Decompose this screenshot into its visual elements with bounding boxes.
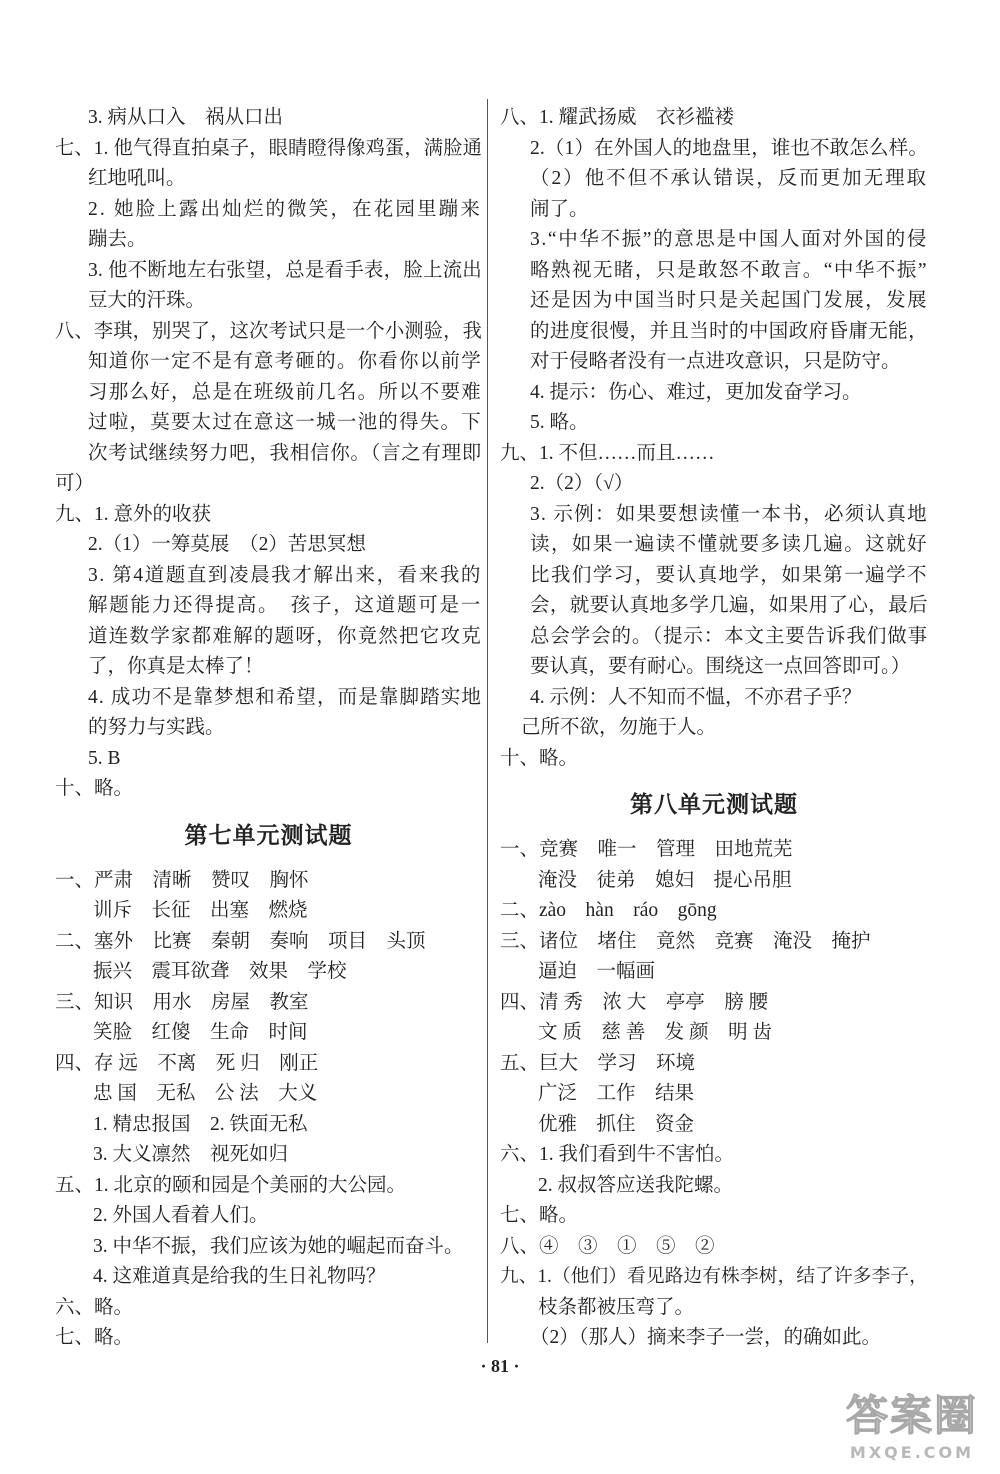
answer-line: 3. 示例：如果要想读懂一本书，必须认真地 — [530, 503, 928, 525]
answer-line: 2.（2）（√） — [530, 473, 634, 494]
answer-line: 的努力与实践。 — [88, 717, 225, 738]
answer-line: 略熟视无睹，只是敢怒不敢言。“中华不振” — [530, 259, 928, 281]
answer-line: 了，你真是太棒了！ — [88, 656, 264, 677]
answer-line: 红地吼叫。 — [88, 168, 186, 189]
answer-line: 道连数学家都难解的题呀，你竟然把它攻克 — [88, 625, 482, 647]
answer-line: 四、存 远 不离 死 归 刚正 — [55, 1052, 319, 1074]
answer-line: 九、1. 不但……而且…… — [500, 442, 715, 464]
answer-line: 4. 示例：人不知而不愠，不亦君子乎？ — [530, 686, 862, 708]
answer-line: 优雅 抓住 资金 — [538, 1113, 695, 1135]
answer-line: 2. 她脸上露出灿烂的微笑，在花园里蹦来 — [88, 198, 482, 220]
unit7-title: 第七单元测试题 — [184, 822, 353, 848]
answer-line: 训斥 长征 出塞 燃烧 — [93, 900, 308, 921]
column-divider — [487, 99, 488, 1343]
answer-line: 二、zào hàn ráo gōng — [500, 900, 717, 921]
answer-line: 十、略。 — [500, 747, 579, 769]
answer-line: 七、略。 — [55, 1327, 134, 1348]
watermark-logo-text: 答案圈 — [845, 1391, 978, 1440]
answer-line: 五、1. 北京的颐和园是个美丽的大公园。 — [55, 1174, 407, 1196]
answer-line: 会，就要认真地多学几遍，如果用了心，最后 — [530, 595, 928, 616]
answer-line: 枝条都被压弯了。 — [538, 1296, 695, 1318]
answer-line: 豆大的汗珠。 — [88, 290, 206, 311]
answer-line: 九、1.（他们）看见路边有株李树，结了许多李子， — [500, 1266, 928, 1287]
answer-line: 逼迫 一幅画 — [538, 961, 656, 982]
answer-line: 解题能力还得提高。 孩子，这道题可是一 — [88, 595, 482, 616]
answer-line: 三、诸位 堵住 竟然 竞赛 淹没 掩护 — [500, 930, 871, 952]
answer-line: 六、1. 我们看到牛不害怕。 — [500, 1144, 735, 1165]
answer-line: 知道你一定不是有意考砸的。你看你以前学 — [88, 351, 482, 372]
answer-line: 己所不欲，勿施于人。 — [521, 717, 717, 738]
answer-line: 总会学会的。（提示：本文主要告诉我们做事 — [530, 625, 928, 647]
answer-line: 3. 病从口入 祸从口出 — [88, 107, 284, 128]
answer-line: 四、清 秀 浓 大 亭亭 膀 腰 — [500, 991, 769, 1013]
answer-line: 3. 他不断地左右张望，总是看手表，脸上流出 — [88, 259, 482, 281]
answer-line: （2）（那人）摘来李子一尝，的确如此。 — [530, 1327, 882, 1348]
answer-line: 次考试继续努力吧，我相信你。（言之有理即 — [88, 442, 482, 464]
answer-line: 的进度很慢，并且当时的中国政府昏庸无能， — [530, 320, 928, 342]
answer-line: 七、1. 他气得直拍桌子，眼睛瞪得像鸡蛋，满脸通 — [55, 137, 482, 159]
answer-line: 4. 提示：伤心、难过，更加发奋学习。 — [530, 381, 862, 403]
answer-line: （2）他不但不承认错误，反而更加无理取 — [530, 168, 928, 189]
answer-line: 八、④ ③ ① ⑤ ② — [500, 1235, 715, 1257]
answer-line: 十、略。 — [55, 778, 134, 799]
answer-line: 三、知识 用水 房屋 教室 — [55, 991, 309, 1013]
answer-line: 八、李琪，别哭了，这次考试只是一个小测验，我 — [55, 320, 482, 342]
answer-line: 六、略。 — [55, 1296, 134, 1318]
answer-line: 3. 大义凛然 视死如归 — [93, 1144, 289, 1165]
answer-line: 2.（1）在外国人的地盘里，谁也不敢怎么样。 — [530, 137, 928, 159]
right-column — [500, 103, 928, 1354]
answer-line: 3. 中华不振，我们应该为她的崛起而奋斗。 — [93, 1235, 464, 1257]
answer-line: 八、1. 耀武扬威 衣衫褴褛 — [500, 107, 735, 128]
answer-line: 忠 国 无私 公 法 大义 — [93, 1083, 318, 1104]
answer-line: 七、略。 — [500, 1205, 579, 1226]
answer-line: 比我们学习，要认真地学，如果第一遍学不 — [530, 564, 928, 586]
left-column — [55, 103, 482, 1354]
answer-line: 2.（1）一筹莫展 （2）苦思冥想 — [88, 534, 366, 555]
answer-line: 2. 外国人看着人们。 — [93, 1205, 269, 1226]
unit8-title: 第八单元测试题 — [630, 792, 798, 817]
answer-line: 蹦去。 — [88, 229, 147, 250]
answer-line: 广泛 工作 结果 — [538, 1083, 695, 1104]
page-number: · 81 · — [480, 1356, 520, 1376]
answer-line: 五、巨大 学习 环境 — [500, 1052, 696, 1074]
answer-line: 振兴 震耳欲聋 效果 学校 — [93, 961, 347, 982]
answer-line: 3.“中华不振”的意思是中国人面对外国的侵 — [530, 229, 928, 250]
answer-line: 4. 成功不是靠梦想和希望，而是靠脚踏实地 — [88, 686, 482, 708]
answer-line: 4. 这难道真是给我的生日礼物吗？ — [93, 1266, 386, 1287]
answer-line: 可） — [55, 473, 95, 494]
answer-line: 2. 叔叔答应送我陀螺。 — [538, 1174, 734, 1196]
answer-line: 九、1. 意外的收获 — [55, 503, 212, 525]
answer-line: 读，如果一遍读不懂就要多读几遍。这就好 — [530, 534, 928, 555]
watermark-logo — [836, 1390, 988, 1470]
answer-line: 要认真，要有耐心。围绕这一点回答即可。） — [530, 656, 911, 677]
answer-line: 对于侵略者没有一点进攻意识，只是防守。 — [530, 351, 901, 372]
answer-line: 一、严肃 清晰 赞叹 胸怀 — [55, 869, 309, 891]
answer-line: 淹没 徒弟 媳妇 提心吊胆 — [538, 869, 792, 891]
answer-line: 5. B — [88, 747, 121, 769]
answer-line: 习那么好，总是在班级前几名。所以不要难 — [88, 381, 482, 403]
answer-line: 还是因为中国当时只是关起国门发展，发展 — [530, 290, 928, 311]
answer-line: 文 质 慈 善 发 颜 明 齿 — [538, 1022, 773, 1043]
watermark-site: MXQE.COM — [849, 1443, 975, 1462]
answer-line: 过啦，莫要太过在意这一城一池的得失。下 — [88, 412, 482, 433]
answer-line: 3. 第4道题直到凌晨我才解出来，看来我的 — [88, 564, 482, 586]
answer-line: 笑脸 红傻 生命 时间 — [93, 1022, 308, 1043]
answer-line: 1. 精忠报国 2. 铁面无私 — [93, 1113, 308, 1135]
answer-line: 一、竞赛 唯一 管理 田地荒芜 — [500, 839, 793, 860]
answer-line: 5. 略。 — [530, 412, 589, 433]
answer-line: 二、塞外 比赛 秦朝 奏响 项目 头顶 — [55, 930, 426, 952]
answer-line: 闹了。 — [530, 198, 589, 220]
